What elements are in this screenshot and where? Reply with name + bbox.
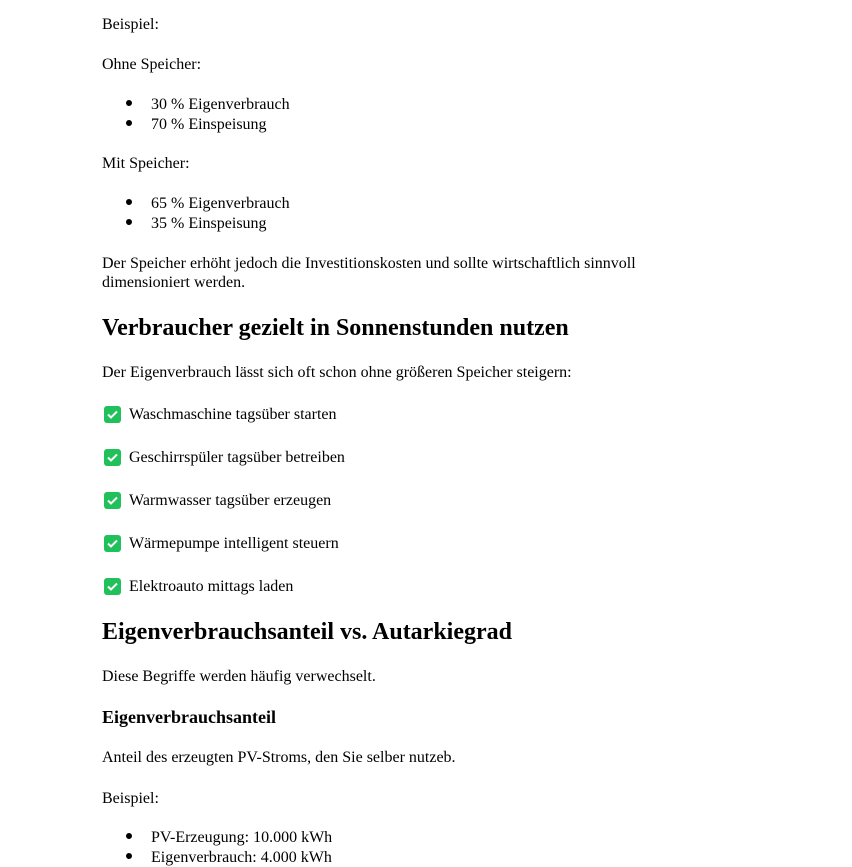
checkmark-icon — [104, 535, 121, 552]
section-heading-consumers: Verbraucher gezielt in Sonnenstunden nutzen — [102, 315, 569, 341]
comparison-lead: Diese Begriffe werden häufig verwechselt. — [102, 668, 376, 685]
checklist-item: Wärmepumpe intelligent steuern — [104, 534, 339, 553]
checklist-item: Warmwasser tagsüber erzeugen — [104, 491, 331, 510]
bullet-icon — [126, 219, 132, 225]
list-item: 35 % Einspeisung — [126, 214, 267, 233]
example-label: Beispiel: — [102, 16, 159, 33]
without-storage-label: Ohne Speicher: — [102, 56, 202, 73]
list-item: 30 % Eigenverbrauch — [126, 95, 290, 114]
bullet-icon — [126, 120, 132, 126]
storage-note: Der Speicher erhöht jedoch die Investitionskosten und sollte wirtschaftlich sinnvoll dimensioniert werden. — [102, 255, 636, 291]
checkmark-icon — [104, 492, 121, 509]
with-storage-label: Mit Speicher: — [102, 155, 190, 172]
checkmark-icon — [104, 406, 121, 423]
bullet-icon — [126, 833, 132, 839]
list-item: Eigenverbrauch: 4.000 kWh — [126, 848, 332, 867]
bullet-icon — [126, 100, 132, 106]
example-label-2: Beispiel: — [102, 790, 159, 807]
checkmark-icon — [104, 449, 121, 466]
bullet-icon — [126, 199, 132, 205]
checklist-item: Waschmaschine tagsüber starten — [104, 405, 337, 424]
consumers-lead: Der Eigenverbrauch lässt sich oft schon ohne größeren Speicher steigern: — [102, 364, 572, 381]
subheading-self-consumption: Eigenverbrauchsanteil — [102, 707, 276, 727]
bullet-icon — [126, 853, 132, 859]
checklist-item: Elektroauto mittags laden — [104, 577, 293, 596]
self-consumption-definition: Anteil des erzeugten PV-Stroms, den Sie selber nutzeb. — [102, 749, 456, 766]
checklist-item: Geschirrspüler tagsüber betreiben — [104, 448, 345, 467]
section-heading-comparison: Eigenverbrauchsanteil vs. Autarkiegrad — [102, 619, 513, 645]
list-item: PV-Erzeugung: 10.000 kWh — [126, 828, 332, 847]
list-item: 70 % Einspeisung — [126, 115, 267, 134]
list-item: 65 % Eigenverbrauch — [126, 194, 290, 213]
checkmark-icon — [104, 578, 121, 595]
